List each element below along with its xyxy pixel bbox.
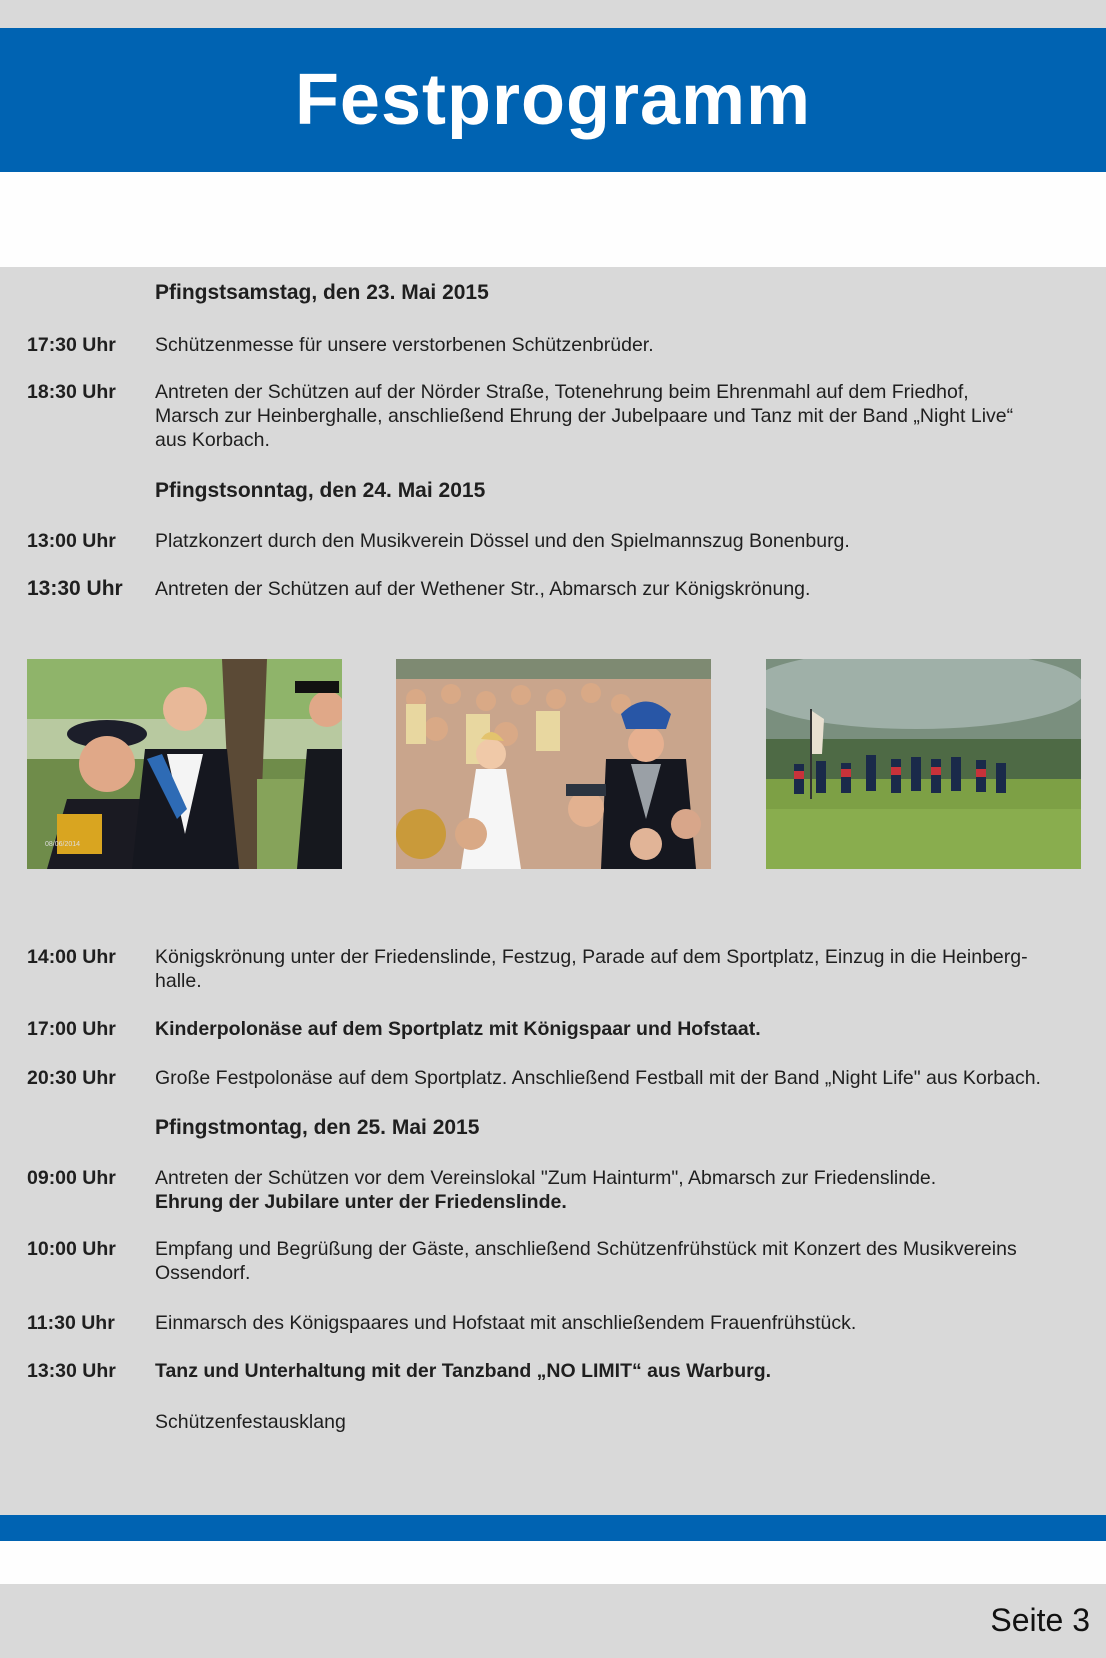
event-text: Antreten der Schützen auf der Wethener Str., Abmarsch zur Königskrönung.: [155, 578, 811, 600]
event-line: halle.: [155, 970, 202, 992]
event-line: aus Korbach.: [155, 429, 270, 451]
day-heading-monday: Pfingstmontag, den 25. Mai 2015: [155, 1116, 480, 1139]
event-text: [155, 380, 1085, 452]
day-heading-sunday: Pfingstsonntag, den 24. Mai 2015: [155, 479, 486, 502]
event-text: Kinderpolonäse auf dem Sportplatz mit Königspaar und Hofstaat.: [155, 1018, 761, 1040]
event-line: Antreten der Schützen vor dem Vereinslokal "Zum Hainturm", Abmarsch zur Friedenslinde.: [155, 1167, 937, 1189]
photo-crowd: [396, 659, 711, 869]
page-footer: [0, 1584, 1106, 1658]
event-time: 20:30 Uhr: [27, 1067, 116, 1089]
page-number: Seite 3: [990, 1602, 1090, 1638]
event-text: Schützenmesse für unsere verstorbenen Schützenbrüder.: [155, 334, 654, 356]
day-heading-saturday: Pfingstsamstag, den 23. Mai 2015: [155, 281, 489, 304]
event-text: Platzkonzert durch den Musikverein Dössel und den Spielmannszug Bonenburg.: [155, 530, 850, 552]
event-time: 13:00 Uhr: [27, 530, 116, 552]
event-time: 10:00 Uhr: [27, 1238, 116, 1260]
event-text: Tanz und Unterhaltung mit der Tanzband „NO LIMIT“ aus Warburg.: [155, 1360, 772, 1382]
photo-royal-couple: [27, 659, 342, 869]
photo-parade: [766, 659, 1081, 869]
event-time: 11:30 Uhr: [27, 1312, 115, 1334]
event-line: Empfang und Begrüßung der Gäste, anschließend Schützenfrühstück mit Konzert des Musikvereins: [155, 1238, 1017, 1260]
photo-2-image: [396, 659, 711, 869]
title-banner: [0, 28, 1106, 172]
event-time: 09:00 Uhr: [27, 1167, 116, 1189]
header-spacer: [0, 172, 1106, 267]
event-line: Marsch zur Heinberghalle, anschließend Ehrung der Jubelpaare und Tanz mit der Band „Night Live“: [155, 405, 1014, 427]
event-time: 14:00 Uhr: [27, 946, 116, 968]
event-time: 17:30 Uhr: [27, 334, 116, 356]
footer-spacer: [0, 1541, 1106, 1584]
event-text: [155, 1166, 1085, 1214]
page-title: Festprogramm: [294, 60, 812, 140]
event-text: [155, 1237, 1085, 1285]
event-line: Antreten der Schützen auf der Nörder Straße, Totenehrung beim Ehrenmahl auf dem Friedhof,: [155, 381, 969, 403]
event-time: 18:30 Uhr: [27, 381, 116, 403]
closing-text: Schützenfestausklang: [155, 1411, 346, 1433]
event-text: Große Festpolonäse auf dem Sportplatz. Anschließend Festball mit der Band „Night Life" aus Korbach.: [155, 1067, 1041, 1089]
photo-1-image: [27, 659, 342, 869]
event-text: Einmarsch des Königspaares und Hofstaat mit anschließendem Frauenfrühstück.: [155, 1312, 857, 1334]
event-time: 13:30 Uhr: [27, 577, 123, 600]
event-text: [155, 945, 1085, 993]
event-time: 13:30 Uhr: [27, 1360, 116, 1382]
event-line: Königskrönung unter der Friedenslinde, Festzug, Parade auf dem Sportplatz, Einzug in die Heinberg-: [155, 946, 1028, 968]
footer-accent-bar: [0, 1515, 1106, 1541]
event-time: 17:00 Uhr: [27, 1018, 116, 1040]
event-line: Ehrung der Jubilare unter der Friedenslinde.: [155, 1191, 567, 1213]
top-margin: [0, 0, 1106, 28]
photo-3-image: [766, 659, 1081, 869]
photo-date-stamp: 08/06/2014: [45, 841, 81, 848]
event-line: Ossendorf.: [155, 1262, 251, 1284]
